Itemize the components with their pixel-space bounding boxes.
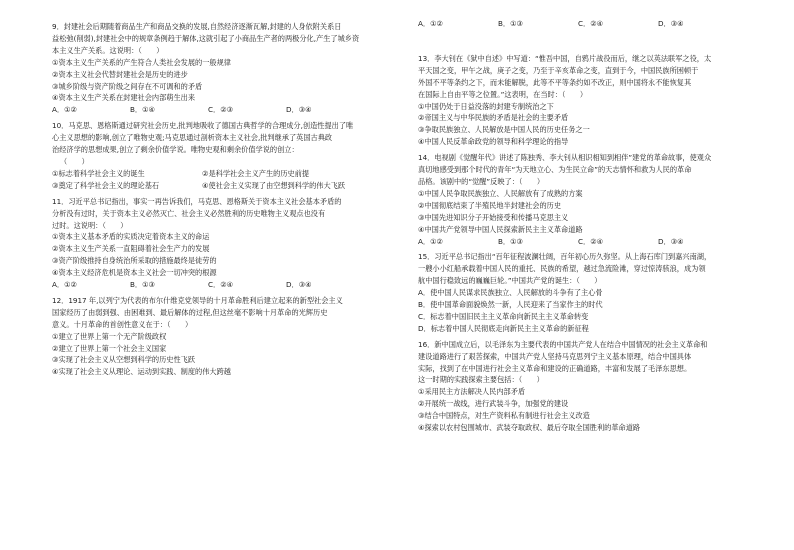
option-b[interactable]: B．①③	[498, 19, 524, 28]
q14-item: ③中国先进知识分子开始接受和传播马克思主义	[418, 212, 569, 222]
q16-stem-line: 这一时期的实践探索主要包括：（ ）	[418, 375, 544, 385]
question-9	[52, 21, 388, 116]
q12-item: ③实现了社会主义从空想到科学的历史性飞跃	[52, 355, 196, 365]
q15-stem-line: 一艘小小红船承载着中国人民的重托、民族的希望，越过急流险滩，穿过惊涛骇浪，成为领	[418, 264, 706, 274]
q10-item: ③奠定了科学社会主义的理论基石	[52, 180, 160, 190]
q9-options	[52, 104, 388, 116]
right-column	[418, 18, 758, 434]
question-13	[418, 53, 758, 148]
q15-stem-line: 航中国行稳致远的巍巍巨轮。”中国共产党的诞生：（ ）	[418, 276, 602, 286]
q9-item: ④资本主义生产关系在封建社会内部萌生出来	[52, 93, 196, 103]
option-c[interactable]: C．②④	[578, 236, 604, 246]
option-d[interactable]: D．③④	[286, 105, 312, 115]
option-b[interactable]: B．①③	[130, 280, 156, 290]
q16-item: ②开展统一战线，进行武装斗争，加强党的建设	[418, 399, 569, 409]
q11-stem-line: 分析没有过时，关于资本主义必然灭亡、社会主义必然胜利的历史唯物主义观点也没有	[52, 208, 326, 218]
q16-stem-line: 16．新中国成立后，以毛泽东为主要代表的中国共产党人在结合中国情况的社会主义革命和	[418, 339, 708, 349]
q10-stem-line: 10．马克思、恩格斯通过研究社会历史,批判地吸收了德国古典哲学的合理成分,创造性提出了唯	[52, 121, 354, 131]
q10-stem-line: 心主义思想的影响,创立了唯物史观;马克思通过剖析资本主义社会,批判继承了英国古典政	[52, 133, 333, 143]
q14-item: ④中国共产党领导中国人民探索新民主主义革命道路	[418, 224, 583, 234]
option-d[interactable]: D．③④	[286, 280, 312, 290]
q16-item: ③结合中国特点，对生产资料私有制进行社会主义改造	[418, 411, 590, 421]
question-14	[418, 152, 758, 247]
q13-item: ①中国仍处于日益没落的封建专制统治之下	[418, 101, 554, 111]
q11-stem-line: 过时。这说明：（ ）	[52, 220, 128, 230]
q9-stem-line: 益松弛(削弱),封建社会中的规章条例趋于解体,这就引起了小商品生产者的两极分化,产生了城乡资	[52, 33, 360, 43]
q14-stem-line: 14．电视剧《觉醒年代》讲述了陈独秀、李大钊从相识相知到相伴”建党的革命故事，使观众	[418, 153, 712, 163]
question-16	[418, 339, 758, 434]
q15-stem-line: 15．习近平总书记指出“百年征程波澜壮阔，百年初心历久弥坚。从上海石库门到嘉兴南湖，	[418, 252, 712, 262]
q9-item: ③城乡阶级与资产阶级之间存在不可调和的矛盾	[52, 81, 203, 91]
option-d[interactable]: D．③④	[658, 236, 684, 246]
q12-options	[418, 18, 758, 30]
q15-option[interactable]: C．标志着中国旧民主主义革命向新民主主义革命转变	[418, 311, 589, 321]
q14-item: ①中国人民争取民族独立、人民解放有了成熟的方案	[418, 188, 583, 198]
q10-item: ①标志着科学社会主义的诞生	[52, 168, 145, 178]
option-c[interactable]: C．②③	[208, 105, 234, 115]
q13-item: ②帝国主义与中华民族的矛盾是社会的主要矛盾	[418, 113, 569, 123]
q12-stem-line: 意义。十月革命的首创性意义在于：（ ）	[52, 319, 193, 329]
q12-stem-line: 国家经历了由弱到强、由困难到、最后解体的过程,但这丝毫不影响十月革命的光辉历史	[52, 307, 328, 317]
option-d[interactable]: D．③④	[658, 19, 684, 28]
q12-item: ①建立了世界上第一个无产阶级政权	[52, 331, 167, 341]
option-a[interactable]: A．①②	[418, 19, 443, 28]
option-b[interactable]: B．①④	[130, 105, 156, 115]
q12-item: ②建立了世界上第一个社会主义国家	[52, 343, 167, 353]
q11-item: ①资本主义基本矛盾的实质决定着资本主义的命运	[52, 232, 210, 242]
option-b[interactable]: B．①③	[498, 236, 524, 246]
q10-stem-line: 治经济学的思想成果,创立了剩余价值学说。唯物史观和剩余价值学说的创立：	[52, 145, 299, 155]
q16-item: ④探索以农村包围城市、武装夺取政权、最后夺取全国胜利的革命道路	[418, 423, 641, 433]
question-10	[52, 120, 388, 191]
option-c[interactable]: C．②④	[208, 280, 234, 290]
q13-stem-line: 在国际上自由平等之位置。”这表明，在当时：（ ）	[418, 89, 588, 99]
q13-item: ④中国人民反革命政党的领导和科学理论的指导	[418, 137, 569, 147]
q12-item: ④实现了社会主义从理论、运动到实践、制度的伟大跨越	[52, 367, 231, 377]
q15-option[interactable]: B．使中国革命面貌焕然一新，人民迎来了当家作主的时代	[418, 300, 603, 310]
q16-stem-line: 建设道路进行了艰苦探索，中国共产党人坚持马克思列宁主义基本原理，结合中国具体	[418, 351, 692, 361]
q11-item: ③资产阶级推持自身统治所采取的措施最终是徒劳的	[52, 256, 217, 266]
left-column	[52, 21, 388, 378]
q15-option[interactable]: A．使中国人民谋求民族独立、人民解放的斗争有了主心骨	[418, 288, 603, 298]
option-c[interactable]: C．②④	[578, 19, 604, 28]
question-12	[52, 295, 388, 378]
q13-stem-line: 外国不平等条约之下，而未能解脱，此等不平等条约如不改正，则中国将永不能恢复其	[418, 77, 692, 87]
q9-stem-line: 9．封建社会后期随着商品生产和商品交换的发展,自然经济逐渐瓦解,封建的人身依附关系日	[52, 22, 342, 31]
option-a[interactable]: A．①②	[52, 105, 77, 115]
option-a[interactable]: A．①②	[418, 236, 443, 246]
q13-item: ③争取民族独立、人民解放是中国人民的历史任务之一	[418, 125, 590, 135]
q14-stem-line: 真切地感受到那个时代的青年“为天地立心、为生民立命”的天志情怀和救为人民的革命	[418, 165, 692, 175]
q14-options	[418, 236, 758, 248]
q15-option[interactable]: D．标志着中国人民彻底走向新民主主义革命的新征程	[418, 323, 589, 333]
q14-stem-line: 品格。该剧中的“觉醒”反映了：（ ）	[418, 176, 545, 186]
q11-item: ④资本主义经济危机是资本主义社会一切冲突的根源	[52, 268, 217, 278]
q9-stem-line: 本主义生产关系。这说明：（ ）	[52, 45, 164, 55]
q13-stem-line: 13．李大钊在《狱中自述》中写道：“惟吾中国，自鸦片战役而后，继之以英法联军之役，太	[418, 53, 712, 63]
q10-stem-line: （ ）	[60, 156, 89, 166]
q16-item: ①采用民主方法解决人民内部矛盾	[418, 387, 526, 397]
q11-stem-line: 11．习近平总书记指出，事实一再告诉我们，马克思、恩格斯关于资本主义社会基本矛盾的	[52, 196, 342, 206]
question-11	[52, 196, 388, 291]
q9-item: ①资本主义生产关系的产生符合人类社会发展的一般规律	[52, 57, 231, 67]
q10-item: ④使社会主义实现了由空想到科学的伟大飞跃	[202, 180, 346, 190]
q10-item: ②是科学社会主义产生的历史前提	[202, 168, 310, 178]
q12-stem-line: 12．1917 年,以列宁为代表的布尔什维克党领导的十月革命胜利后建立起来的新型社会主义	[52, 295, 343, 305]
q11-item: ②资本主义生产关系一直阻碍着社会生产力的发展	[52, 244, 210, 254]
q10-item-row	[52, 180, 388, 192]
q14-item: ②中国彻底结束了半殖民地半封建社会的历史	[418, 200, 562, 210]
q11-options	[52, 279, 388, 291]
question-15	[418, 251, 758, 334]
q9-item: ②资本主义社会代替封建社会是历史的进步	[52, 69, 188, 79]
option-a[interactable]: A．①②	[52, 280, 77, 290]
q13-stem-line: 平天国之变，甲午之战，庚子之变，乃至于辛亥革命之变，直到于今，中国民族所困顿于	[418, 65, 699, 75]
q10-item-row	[52, 168, 388, 180]
q16-stem-line: 实际，找到了在中国进行社会主义革命和建设的正确道路，丰富和发展了毛泽东思想。	[418, 363, 692, 373]
